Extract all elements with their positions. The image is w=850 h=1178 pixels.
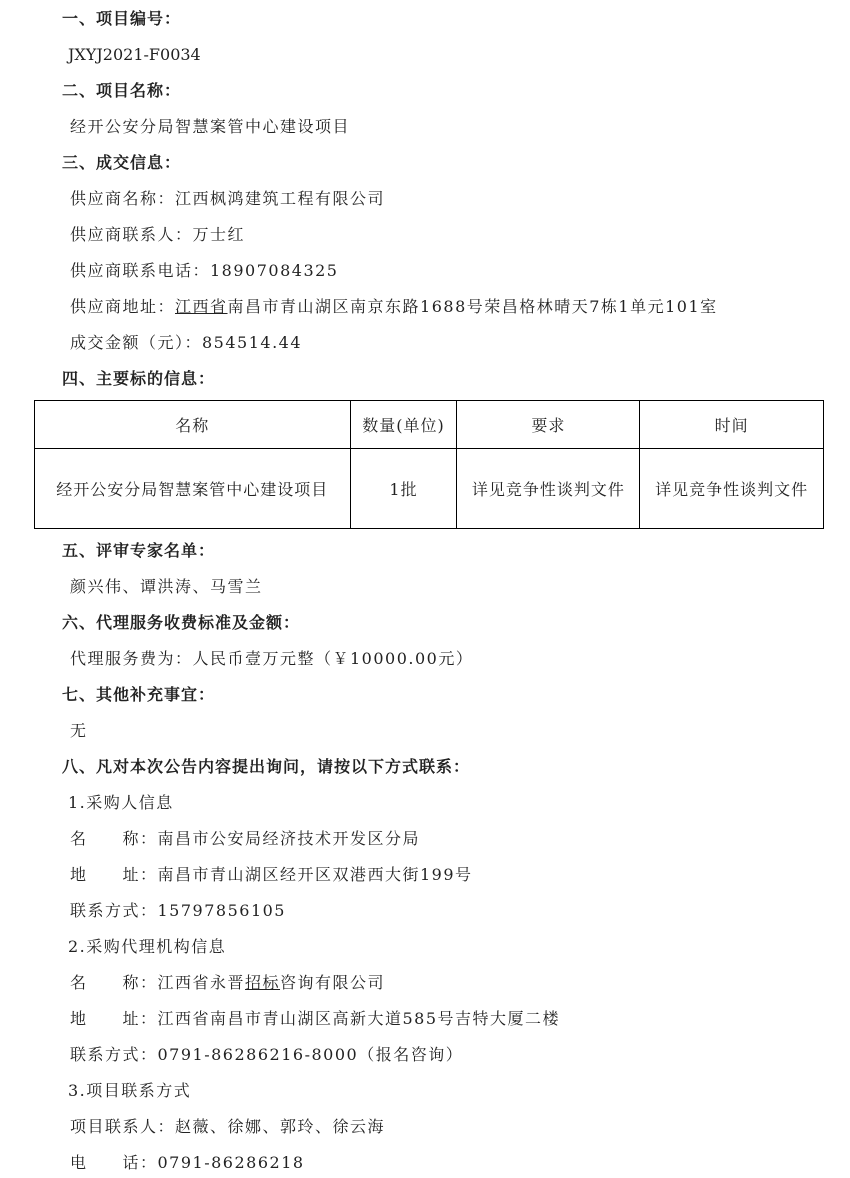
project-number: JXYJ2021-F0034 xyxy=(68,45,201,64)
section-agency-fee-heading: 六、代理服务收费标准及金额： xyxy=(62,613,301,632)
purchaser-title: 1.采购人信息 xyxy=(68,793,174,812)
section-project-number-heading: 一、项目编号： xyxy=(62,9,182,28)
subject-table xyxy=(34,400,824,529)
cell-quantity: 1批 xyxy=(350,449,457,529)
section-project-name-heading: 二、项目名称： xyxy=(62,81,182,100)
header-requirement: 要求 xyxy=(457,401,640,449)
table-header-row xyxy=(35,401,824,449)
purchaser-name: 名 称：南昌市公安局经济技术开发区分局 xyxy=(70,829,421,848)
section-main-subject-heading: 四、主要标的信息： xyxy=(62,369,216,388)
agency-title: 2.采购代理机构信息 xyxy=(68,937,227,956)
agency-name-link[interactable]: 招标 xyxy=(245,973,281,992)
supplier-address-label: 供应商地址： xyxy=(70,297,176,316)
project-contact-title: 3.项目联系方式 xyxy=(68,1081,192,1100)
section-experts-heading: 五、评审专家名单： xyxy=(62,541,216,560)
agency-name-suffix: 咨询有限公司 xyxy=(280,973,386,992)
deal-amount: 成交金额（元）：854514.44 xyxy=(70,333,303,352)
section-contact-heading: 八、凡对本次公告内容提出询问，请按以下方式联系： xyxy=(62,757,471,776)
header-time: 时间 xyxy=(640,401,824,449)
supplier-address-link[interactable]: 江西省 xyxy=(175,297,228,316)
header-quantity: 数量(单位) xyxy=(350,401,457,449)
agency-name xyxy=(70,972,385,994)
supplier-contact: 供应商联系人：万士红 xyxy=(70,225,246,244)
agency-contact: 联系方式：0791-86286216-8000（报名咨询） xyxy=(70,1045,464,1064)
project-contact-people: 项目联系人：赵薇、徐娜、郭玲、徐云海 xyxy=(70,1117,386,1136)
supplier-name: 供应商名称：江西枫鸿建筑工程有限公司 xyxy=(70,189,386,208)
purchaser-contact: 联系方式：15797856105 xyxy=(70,901,286,920)
cell-time: 详见竞争性谈判文件 xyxy=(640,449,824,529)
project-contact-phone: 电 话：0791-86286218 xyxy=(70,1153,305,1172)
agency-address: 地 址：江西省南昌市青山湖区高新大道585号吉特大厦二楼 xyxy=(70,1009,561,1028)
header-name: 名称 xyxy=(35,401,351,449)
supplier-address xyxy=(70,296,718,318)
experts-list: 颜兴伟、谭洪涛、马雪兰 xyxy=(70,577,263,596)
agency-name-prefix: 名 称：江西省永晋 xyxy=(70,973,246,992)
other-value: 无 xyxy=(70,721,88,740)
table-row xyxy=(35,449,824,529)
project-name: 经开公安分局智慧案管中心建设项目 xyxy=(70,117,351,136)
purchaser-address: 地 址：南昌市青山湖区经开区双港西大街199号 xyxy=(70,865,473,884)
cell-name: 经开公安分局智慧案管中心建设项目 xyxy=(35,449,351,529)
section-other-heading: 七、其他补充事宜： xyxy=(62,685,216,704)
agency-fee: 代理服务费为：人民币壹万元整（￥10000.00元） xyxy=(70,649,474,668)
section-deal-info-heading: 三、成交信息： xyxy=(62,153,182,172)
supplier-address-rest: 南昌市青山湖区南京东路1688号荣昌格林晴天7栋1单元101室 xyxy=(227,297,718,316)
cell-requirement: 详见竞争性谈判文件 xyxy=(457,449,640,529)
supplier-phone: 供应商联系电话：18907084325 xyxy=(70,261,339,280)
